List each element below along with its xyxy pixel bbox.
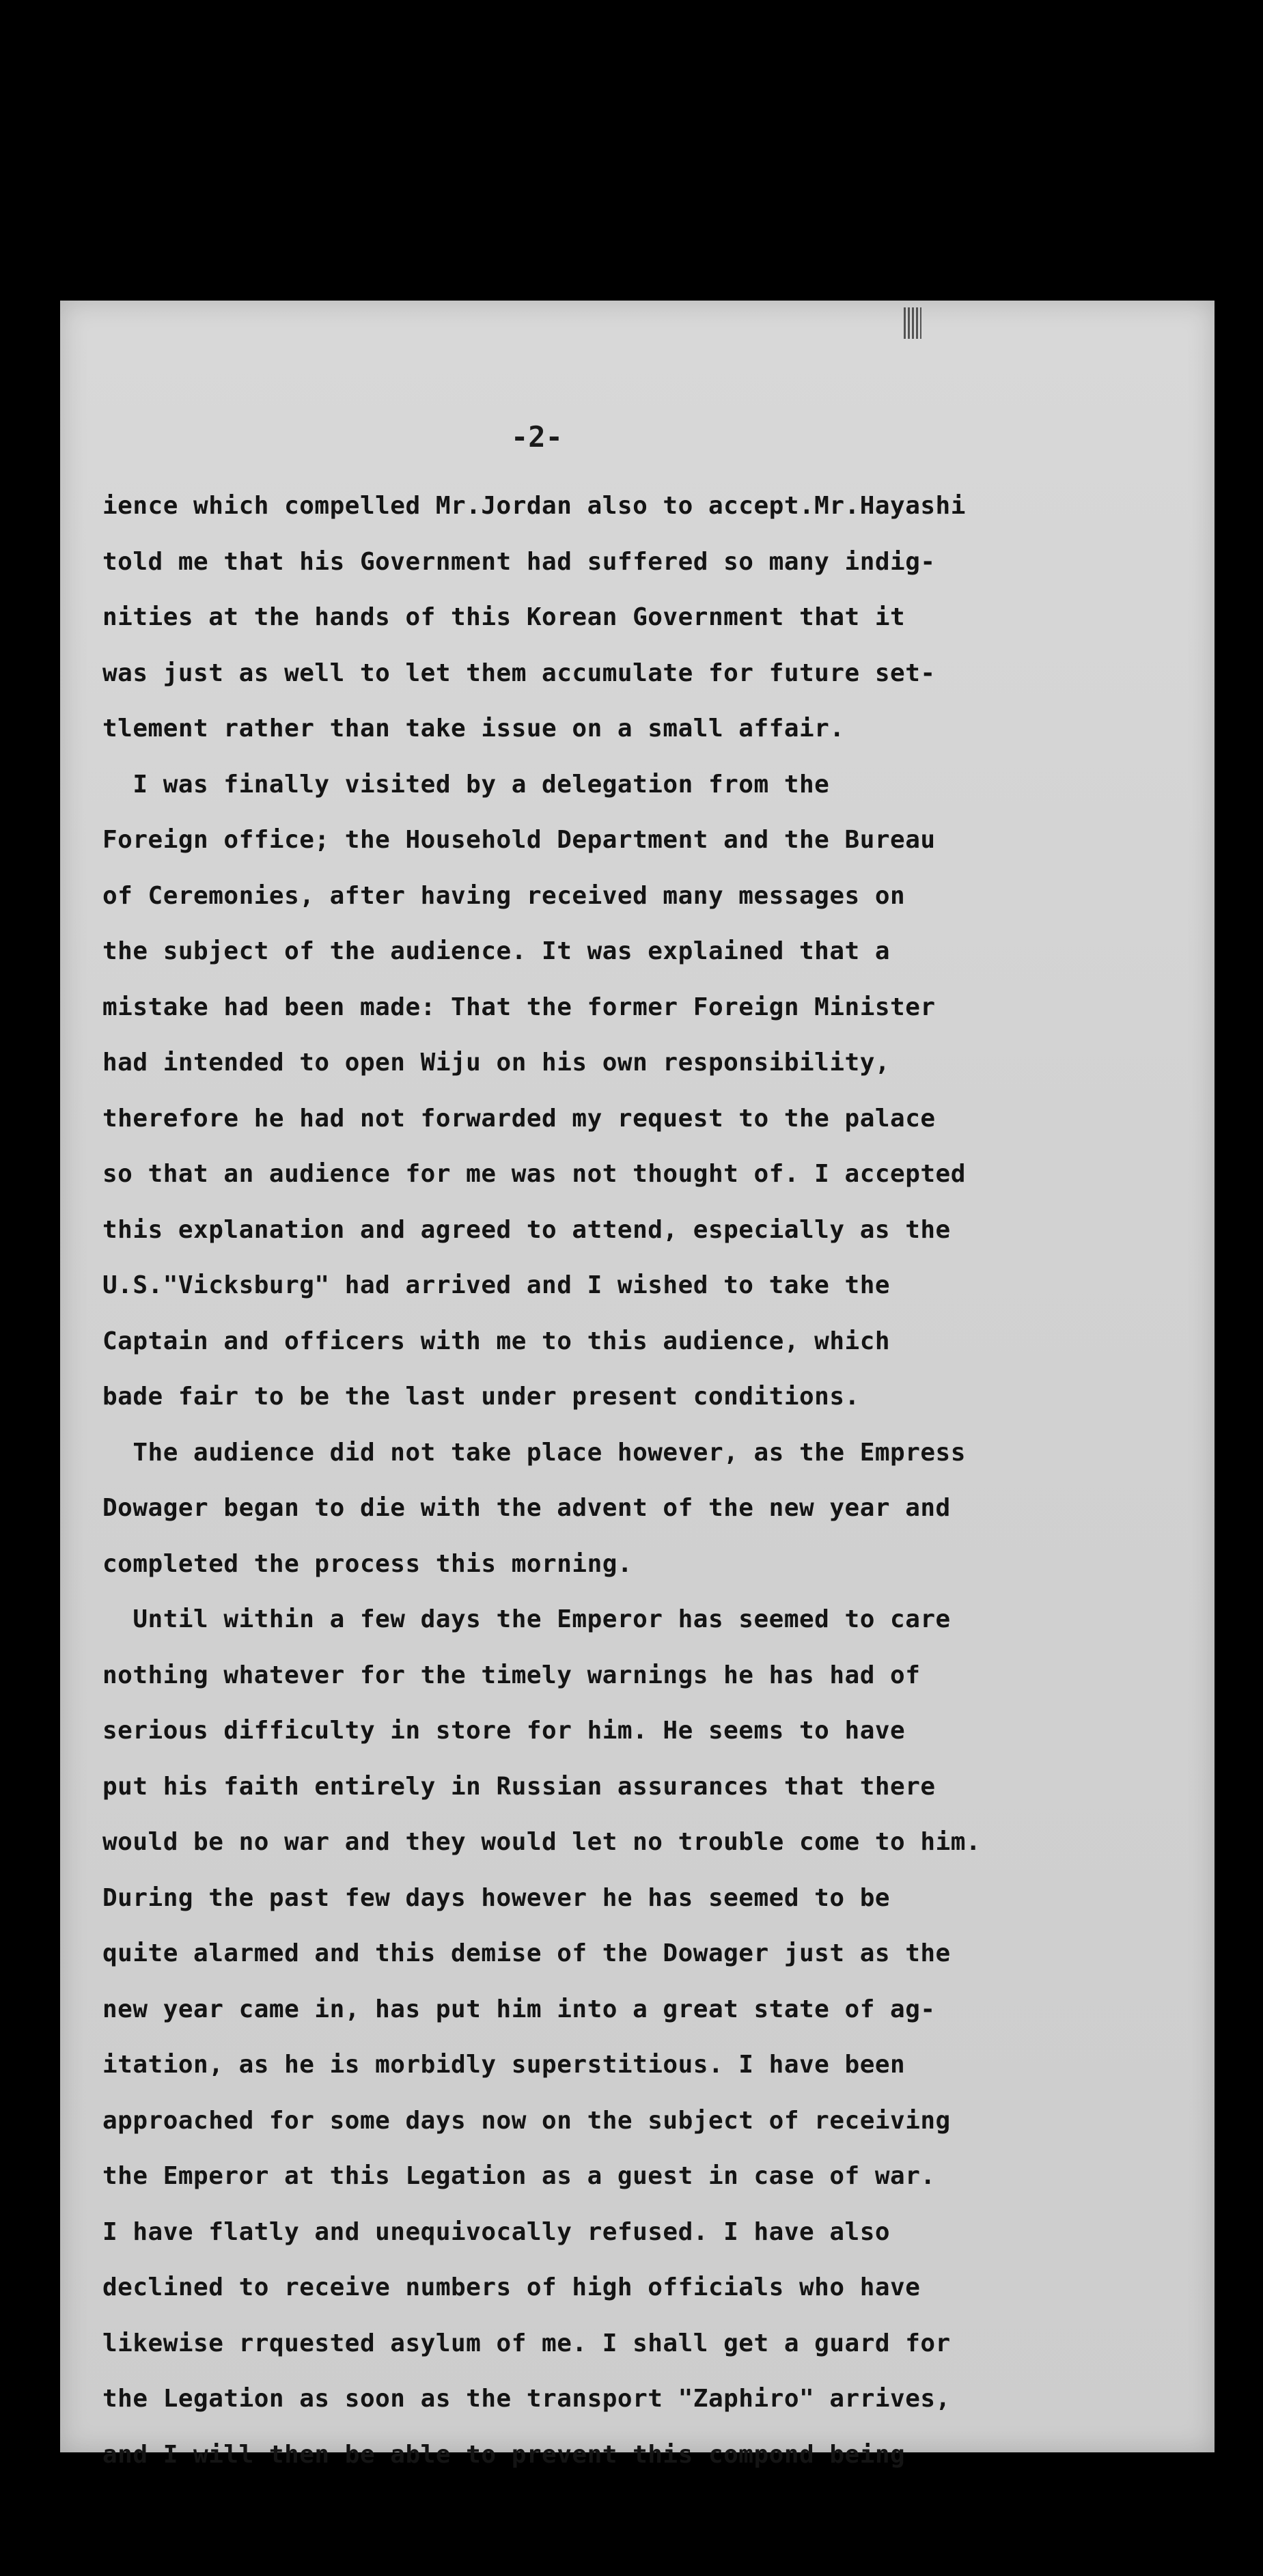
text-line: nities at the hands of this Korean Government that it bbox=[102, 603, 906, 631]
text-line: of Ceremonies, after having received many messages on bbox=[102, 881, 906, 910]
text-line: put his faith entirely in Russian assurances that there bbox=[102, 1772, 936, 1801]
text-line: quite alarmed and this demise of the Dowager just as the bbox=[102, 1939, 951, 1967]
text-line: and I will then be able to prevent this compond being bbox=[102, 2440, 906, 2469]
text-line: so that an audience for me was not thought of. I accepted bbox=[102, 1160, 966, 1188]
text-line: I was finally visited by a delegation from the bbox=[102, 770, 830, 799]
text-line: nothing whatever for the timely warnings he has had of bbox=[102, 1661, 921, 1689]
text-line: likewise rrquested asylum of me. I shall get a guard for bbox=[102, 2329, 951, 2357]
text-line: completed the process this morning. bbox=[102, 1549, 633, 1578]
text-line: told me that his Government had suffered so many indig- bbox=[102, 547, 936, 576]
text-line: Dowager began to die with the advent of the new year and bbox=[102, 1494, 951, 1522]
text-line: the subject of the audience. It was explained that a bbox=[102, 937, 891, 965]
text-line: would be no war and they would let no trouble come to him. bbox=[102, 1828, 982, 1856]
text-line: itation, as he is morbidly superstitious. I have been bbox=[102, 2051, 906, 2079]
text-line: U.S."Vicksburg" had arrived and I wished to take the bbox=[102, 1271, 891, 1299]
text-line: therefore he had not forwarded my request to the palace bbox=[102, 1104, 936, 1133]
text-line: serious difficulty in store for him. He seems to have bbox=[102, 1717, 906, 1745]
document-page bbox=[60, 301, 1215, 2469]
page-number: -2- bbox=[511, 420, 563, 454]
text-line: bade fair to be the last under present conditions. bbox=[102, 1383, 860, 1411]
text-line: was just as well to let them accumulate for future set- bbox=[102, 659, 936, 687]
text-line: mistake had been made: That the former Foreign Minister bbox=[102, 993, 936, 1021]
text-line: I have flatly and unequivocally refused. I have also bbox=[102, 2217, 891, 2246]
text-line: tlement rather than take issue on a small affair. bbox=[102, 715, 845, 743]
text-line: Until within a few days the Emperor has seemed to care bbox=[102, 1605, 951, 1633]
text-line: had intended to open Wiju on his own responsibility, bbox=[102, 1049, 891, 1077]
text-line: the Legation as soon as the transport "Zaphiro" arrives, bbox=[102, 2385, 951, 2413]
letter-body bbox=[102, 478, 1168, 2482]
text-line: During the past few days however he has seemed to be bbox=[102, 1883, 891, 1912]
text-line: the Emperor at this Legation as a guest in case of war. bbox=[102, 2162, 936, 2190]
text-line: Captain and officers with me to this audience, which bbox=[102, 1327, 891, 1355]
text-line: Foreign office; the Household Department and the Bureau bbox=[102, 826, 936, 854]
text-line: declined to receive numbers of high officials who have bbox=[102, 2273, 921, 2301]
text-line: this explanation and agreed to attend, especially as the bbox=[102, 1215, 951, 1244]
text-line: The audience did not take place however, as the Empress bbox=[102, 1438, 966, 1467]
archive-mark bbox=[904, 307, 921, 339]
text-line: ience which compelled Mr.Jordan also to accept.Mr.Hayashi bbox=[102, 492, 966, 520]
text-line: new year came in, has put him into a great state of ag- bbox=[102, 1995, 936, 2023]
text-line: approached for some days now on the subject of receiving bbox=[102, 2106, 951, 2135]
